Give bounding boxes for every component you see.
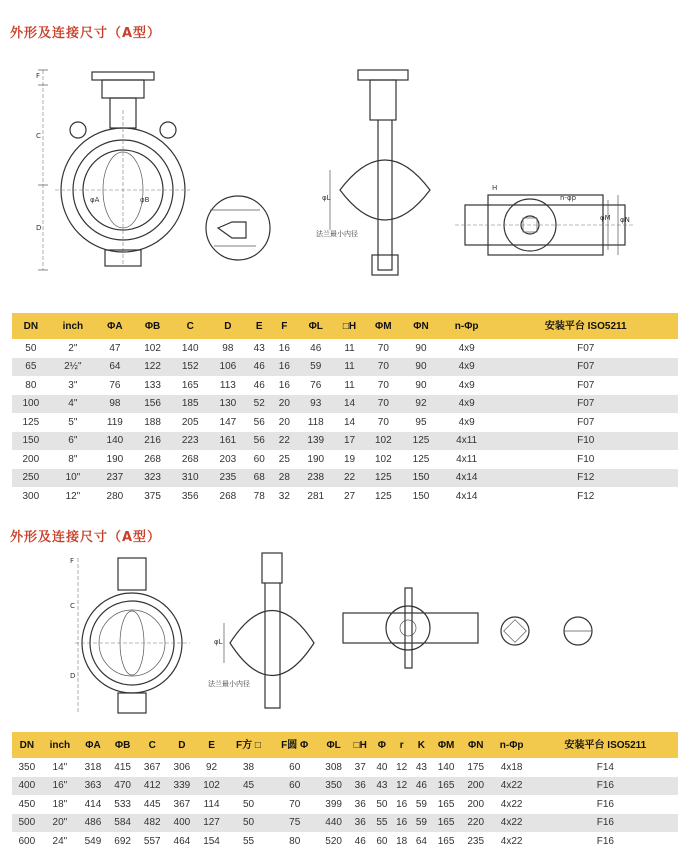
table-cell: 125 [402, 450, 440, 469]
table-cell: 19 [335, 450, 365, 469]
column-header: E [197, 732, 227, 758]
dim2-F-label: F [70, 557, 75, 565]
table-cell: 165 [431, 832, 461, 851]
flange-min-bore-label: 法兰最小内径 [316, 230, 358, 238]
dim-D-label: D [36, 224, 42, 232]
table-cell: 140 [171, 339, 209, 358]
table-cell: 415 [108, 758, 138, 777]
table-cell: 59 [297, 358, 335, 377]
dim2-D-label: D [70, 672, 76, 680]
table-cell: 43 [372, 777, 392, 796]
table-cell: 4" [50, 395, 96, 414]
table-cell: 584 [108, 814, 138, 833]
table-cell: 400 [12, 777, 42, 796]
table-cell: 90 [402, 358, 440, 377]
table-cell: 482 [137, 814, 167, 833]
table-cell: 220 [461, 814, 491, 833]
table-cell: 130 [209, 395, 247, 414]
table-cell: 161 [209, 432, 247, 451]
column-header: C [137, 732, 167, 758]
table-cell: 300 [12, 487, 50, 506]
table-cell: 22 [335, 469, 365, 488]
table-cell: 2" [50, 339, 96, 358]
table-cell: F16 [533, 795, 678, 814]
table-cell: 16 [272, 358, 297, 377]
table-cell: 65 [12, 358, 50, 377]
table-cell: 4x9 [440, 376, 494, 395]
table-cell: 92 [197, 758, 227, 777]
table-cell: 70 [365, 395, 403, 414]
table-cell: 64 [412, 832, 432, 851]
table-cell: 60 [271, 777, 319, 796]
table-cell: 78 [247, 487, 272, 506]
table-cell: 152 [171, 358, 209, 377]
table-cell: 165 [431, 777, 461, 796]
table-cell: 692 [108, 832, 138, 851]
table-cell: 318 [78, 758, 108, 777]
table-cell: 56 [247, 413, 272, 432]
column-header: ΦB [108, 732, 138, 758]
table-cell: 8" [50, 450, 96, 469]
table-cell: 37 [348, 758, 372, 777]
table-cell: 190 [297, 450, 335, 469]
table-cell: 80 [271, 832, 319, 851]
table-cell: F07 [493, 413, 678, 432]
table-cell: 399 [319, 795, 349, 814]
table-cell: 4x14 [440, 469, 494, 488]
table-cell: 400 [167, 814, 197, 833]
table-cell: 140 [96, 432, 134, 451]
table-cell: 11 [335, 339, 365, 358]
table-cell: F07 [493, 395, 678, 414]
table-cell: F07 [493, 358, 678, 377]
table-cell: 47 [96, 339, 134, 358]
table-cell: 549 [78, 832, 108, 851]
table-cell: 36 [348, 814, 372, 833]
table-cell: 100 [12, 395, 50, 414]
table-cell: 64 [96, 358, 134, 377]
column-header: F方 □ [226, 732, 270, 758]
table-cell: 156 [134, 395, 172, 414]
table-cell: 412 [137, 777, 167, 796]
table-cell: 205 [171, 413, 209, 432]
table-cell: 46 [412, 777, 432, 796]
dim-nphip-label: n-φp [560, 194, 577, 202]
table-cell: 68 [247, 469, 272, 488]
large-valve-front-view [70, 557, 190, 713]
table-cell: 147 [209, 413, 247, 432]
table-cell: 102 [197, 777, 227, 796]
table-cell: 268 [134, 450, 172, 469]
table-cell: 235 [209, 469, 247, 488]
table-cell: 56 [247, 432, 272, 451]
table-cell: 165 [431, 814, 461, 833]
table-cell: 16 [272, 339, 297, 358]
table-cell: 4x22 [491, 795, 533, 814]
table-cell: 139 [297, 432, 335, 451]
table-cell: 16" [42, 777, 79, 796]
table-cell: 280 [96, 487, 134, 506]
table-cell: 200 [461, 777, 491, 796]
table-cell: 4x11 [440, 432, 494, 451]
column-header: D [209, 313, 247, 339]
table-cell: 216 [134, 432, 172, 451]
table-cell: 80 [12, 376, 50, 395]
table-cell: 18 [392, 832, 412, 851]
table-cell: 45 [226, 777, 270, 796]
large-valve-side-view [208, 553, 314, 708]
table-cell: 14 [335, 413, 365, 432]
column-header: inch [50, 313, 96, 339]
table-cell: 557 [137, 832, 167, 851]
column-header: D [167, 732, 197, 758]
table-cell: 185 [171, 395, 209, 414]
table-cell: 4x11 [440, 450, 494, 469]
column-header: ΦM [365, 313, 403, 339]
table-cell: 60 [372, 832, 392, 851]
table-cell: 75 [271, 814, 319, 833]
table-row [12, 832, 678, 851]
table-cell: 363 [78, 777, 108, 796]
stem-round-detail [564, 617, 592, 645]
table-row [12, 758, 678, 777]
table-cell: 114 [197, 795, 227, 814]
table-cell: 600 [12, 832, 42, 851]
table-cell: 5" [50, 413, 96, 432]
dim-phiA-label: φA [90, 196, 100, 204]
table-cell: 339 [167, 777, 197, 796]
table-cell: 70 [365, 413, 403, 432]
table-cell: 127 [197, 814, 227, 833]
table-cell: 188 [134, 413, 172, 432]
table-cell: 55 [372, 814, 392, 833]
table-row [12, 777, 678, 796]
table-cell: 3" [50, 376, 96, 395]
table-cell: 175 [461, 758, 491, 777]
table-cell: 310 [171, 469, 209, 488]
table-cell: 223 [171, 432, 209, 451]
table-row [12, 795, 678, 814]
table-cell: 90 [402, 376, 440, 395]
seal-detail-view [206, 196, 270, 260]
table-cell: 20 [272, 395, 297, 414]
table-cell: 50 [226, 814, 270, 833]
table-cell: 200 [461, 795, 491, 814]
column-header: Φ [372, 732, 392, 758]
table-cell: 43 [412, 758, 432, 777]
table-cell: F12 [493, 469, 678, 488]
table-cell: F07 [493, 339, 678, 358]
table-row [12, 339, 678, 358]
column-header: F圆 Φ [271, 732, 319, 758]
table-cell: 102 [365, 450, 403, 469]
table-cell: 20 [272, 413, 297, 432]
table-cell: 200 [12, 450, 50, 469]
dim2-C-label: C [70, 602, 75, 610]
table-cell: 125 [365, 469, 403, 488]
table-cell: 12 [392, 777, 412, 796]
table-cell: 22 [272, 432, 297, 451]
table-cell: 12 [392, 758, 412, 777]
table-cell: 16 [272, 376, 297, 395]
table-cell: 150 [402, 469, 440, 488]
table-cell: 60 [247, 450, 272, 469]
table-cell: 133 [134, 376, 172, 395]
table-cell: 356 [171, 487, 209, 506]
table-cell: 20" [42, 814, 79, 833]
table-cell: 50 [226, 795, 270, 814]
table-cell: 52 [247, 395, 272, 414]
section1-title: 外形及连接尺寸（A型） [10, 26, 162, 41]
table-cell: 50 [372, 795, 392, 814]
table-cell: 520 [319, 832, 349, 851]
column-header: r [392, 732, 412, 758]
table-cell: 93 [297, 395, 335, 414]
dim-C-label: C [36, 132, 41, 140]
table-cell: 17 [335, 432, 365, 451]
table-cell: 500 [12, 814, 42, 833]
table-cell: 11 [335, 376, 365, 395]
table-row [12, 413, 678, 432]
column-header: DN [12, 732, 42, 758]
dim-F-label: F [36, 72, 41, 80]
table-cell: 50 [12, 339, 50, 358]
column-header: K [412, 732, 432, 758]
table-cell: 18" [42, 795, 79, 814]
table-cell: 2½" [50, 358, 96, 377]
table-cell: 106 [209, 358, 247, 377]
table-cell: 98 [96, 395, 134, 414]
table-cell: 55 [226, 832, 270, 851]
table-cell: 43 [247, 339, 272, 358]
table-cell: 238 [297, 469, 335, 488]
column-header: ΦN [402, 313, 440, 339]
table-cell: 95 [402, 413, 440, 432]
table-cell: 4x9 [440, 413, 494, 432]
table-cell: 190 [96, 450, 134, 469]
column-header: ΦA [96, 313, 134, 339]
column-header: 安装平台 ISO5211 [493, 313, 678, 339]
table-cell: F16 [533, 832, 678, 851]
table-cell: 350 [12, 758, 42, 777]
stem-square-detail [501, 617, 529, 645]
table-cell: 98 [209, 339, 247, 358]
table-cell: 268 [209, 487, 247, 506]
column-header: DN [12, 313, 50, 339]
table-cell: 59 [412, 814, 432, 833]
column-header: F [272, 313, 297, 339]
table-cell: 533 [108, 795, 138, 814]
table-cell: 281 [297, 487, 335, 506]
table-cell: 486 [78, 814, 108, 833]
dim-phiM-label: φM [600, 214, 611, 222]
table-cell: 4x9 [440, 358, 494, 377]
table-cell: 470 [108, 777, 138, 796]
table-header-row [12, 732, 678, 758]
table-cell: 464 [167, 832, 197, 851]
table-cell: 36 [348, 795, 372, 814]
spec-table-2 [12, 732, 678, 851]
column-header: inch [42, 732, 79, 758]
table-row [12, 814, 678, 833]
table-cell: 25 [272, 450, 297, 469]
column-header: E [247, 313, 272, 339]
section1-drawing [0, 50, 691, 300]
column-header: ΦA [78, 732, 108, 758]
column-header: ΦB [134, 313, 172, 339]
column-header: □H [335, 313, 365, 339]
table-cell: 323 [134, 469, 172, 488]
table-row [12, 450, 678, 469]
table-cell: 122 [134, 358, 172, 377]
column-header: C [171, 313, 209, 339]
column-header: n-Φp [491, 732, 533, 758]
table-row [12, 376, 678, 395]
table-cell: 36 [348, 777, 372, 796]
table-cell: F16 [533, 777, 678, 796]
table-cell: F14 [533, 758, 678, 777]
table-cell: 92 [402, 395, 440, 414]
column-header: 安装平台 ISO5211 [533, 732, 678, 758]
table-cell: 250 [12, 469, 50, 488]
table-cell: 4x18 [491, 758, 533, 777]
table-cell: 76 [297, 376, 335, 395]
table-cell: 46 [247, 358, 272, 377]
table-cell: 90 [402, 339, 440, 358]
dim-phiB-label: φB [140, 196, 150, 204]
table-header-row [12, 313, 678, 339]
table-row [12, 358, 678, 377]
table-cell: 440 [319, 814, 349, 833]
section2-drawing [0, 548, 691, 723]
table-cell: 38 [226, 758, 270, 777]
table-cell: 102 [365, 432, 403, 451]
table-cell: 268 [171, 450, 209, 469]
table-cell: 24" [42, 832, 79, 851]
table-cell: 203 [209, 450, 247, 469]
table-cell: 102 [134, 339, 172, 358]
dim-phiL-label: φL [322, 194, 331, 202]
table-cell: 4x22 [491, 777, 533, 796]
table-cell: 165 [171, 376, 209, 395]
table-cell: 414 [78, 795, 108, 814]
table-cell: 119 [96, 413, 134, 432]
table-cell: 4x9 [440, 395, 494, 414]
table-cell: 140 [431, 758, 461, 777]
column-header: ΦL [297, 313, 335, 339]
column-header: ΦL [319, 732, 349, 758]
table-cell: 70 [365, 358, 403, 377]
table-cell: 14 [335, 395, 365, 414]
table-row [12, 487, 678, 506]
table-cell: 10" [50, 469, 96, 488]
table-cell: 6" [50, 432, 96, 451]
table-cell: 4x14 [440, 487, 494, 506]
table-row [12, 432, 678, 451]
column-header: n-Φp [440, 313, 494, 339]
table-cell: F10 [493, 432, 678, 451]
table-cell: 308 [319, 758, 349, 777]
dim-phiN-label: φN [620, 216, 630, 224]
table-cell: 40 [372, 758, 392, 777]
table-cell: 76 [96, 376, 134, 395]
table-cell: 32 [272, 487, 297, 506]
table-cell: 165 [431, 795, 461, 814]
table-cell: 367 [167, 795, 197, 814]
table-cell: F12 [493, 487, 678, 506]
column-header: □H [348, 732, 372, 758]
table-cell: 70 [365, 376, 403, 395]
valve-side-view [316, 70, 430, 275]
table-cell: 350 [319, 777, 349, 796]
flange-min-bore-label-2: 法兰最小内径 [208, 680, 250, 688]
table-cell: 46 [297, 339, 335, 358]
table-cell: 4x22 [491, 814, 533, 833]
table-cell: 237 [96, 469, 134, 488]
table-cell: 125 [365, 487, 403, 506]
table-cell: 12" [50, 487, 96, 506]
table-cell: 27 [335, 487, 365, 506]
table-cell: 70 [365, 339, 403, 358]
section2-title: 外形及连接尺寸（A型） [10, 530, 162, 545]
table-row [12, 469, 678, 488]
table-cell: 46 [247, 376, 272, 395]
table-cell: F10 [493, 450, 678, 469]
table-cell: 150 [12, 432, 50, 451]
table-cell: 16 [392, 814, 412, 833]
column-header: ΦM [431, 732, 461, 758]
valve-top-view [455, 184, 635, 255]
table-cell: 450 [12, 795, 42, 814]
table-cell: 60 [271, 758, 319, 777]
table-cell: 113 [209, 376, 247, 395]
table-cell: 46 [348, 832, 372, 851]
table-cell: 70 [271, 795, 319, 814]
table-cell: 154 [197, 832, 227, 851]
table-cell: 4x9 [440, 339, 494, 358]
table-cell: 118 [297, 413, 335, 432]
large-valve-top-view [343, 588, 478, 668]
table-cell: 59 [412, 795, 432, 814]
table-cell: 445 [137, 795, 167, 814]
table-cell: 11 [335, 358, 365, 377]
table-row [12, 395, 678, 414]
table-cell: 125 [402, 432, 440, 451]
table-cell: 235 [461, 832, 491, 851]
table-cell: F16 [533, 814, 678, 833]
dim2-phiL-label: φL [214, 638, 223, 646]
dim-H-label: H [492, 184, 498, 192]
column-header: ΦN [461, 732, 491, 758]
table-cell: 375 [134, 487, 172, 506]
table-cell: 16 [392, 795, 412, 814]
table-cell: F07 [493, 376, 678, 395]
table-cell: 150 [402, 487, 440, 506]
spec-table-1 [12, 313, 678, 506]
table-cell: 306 [167, 758, 197, 777]
table-cell: 28 [272, 469, 297, 488]
table-cell: 367 [137, 758, 167, 777]
valve-front-view [36, 70, 190, 270]
table-cell: 125 [12, 413, 50, 432]
table-cell: 4x22 [491, 832, 533, 851]
table-cell: 14" [42, 758, 79, 777]
